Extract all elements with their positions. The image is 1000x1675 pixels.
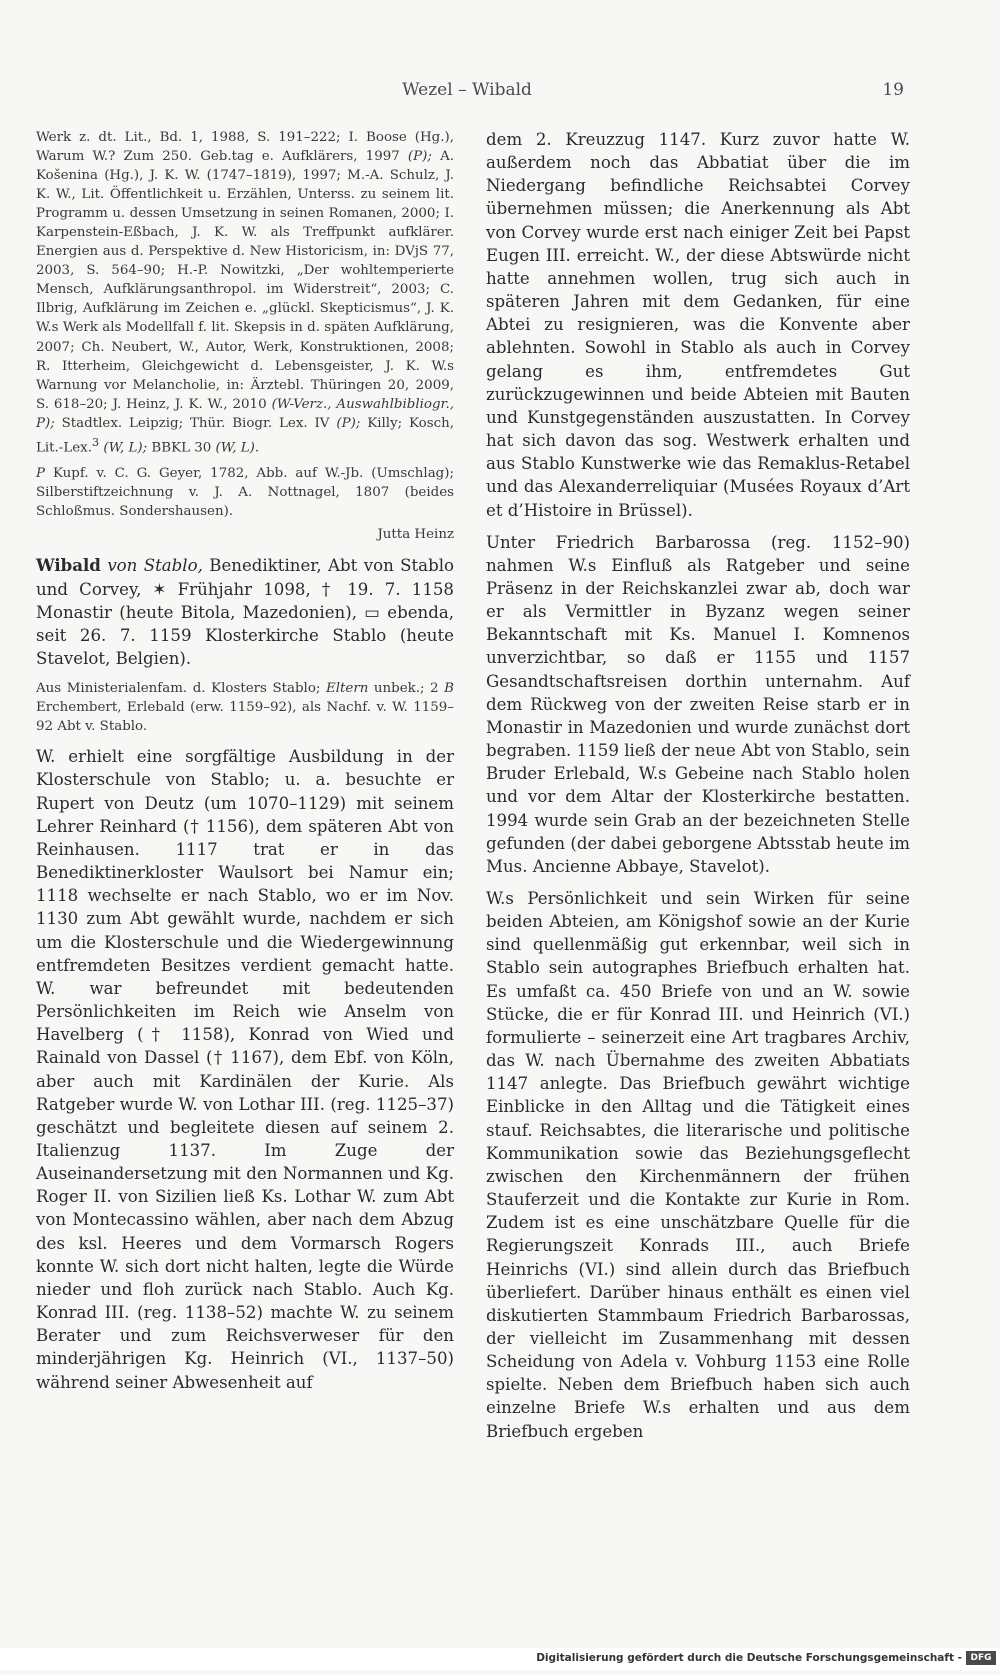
bib-text: Killy; Kosch, Lit.-Lex.: [36, 415, 454, 456]
bib-italic: (W, L);: [103, 440, 148, 456]
bib-text: BBKL 30: [151, 440, 212, 456]
running-title: Wezel – Wibald: [402, 80, 532, 100]
genealogy: [36, 679, 454, 736]
bib-italic: (W-Verz., Auswahlbibliogr., P);: [36, 396, 454, 431]
genealogy-text: unbek.; 2: [373, 681, 439, 697]
bib-text: A. Košenina (Hg.), J. K. W. (1747–1819), 1997; M.-A. Schulz, J. K. W., Lit. Öffentlichkeit u. Erzählen, Unterss. zu seinem lit. Programm u. dessen Umsetzung in seinen Romanen, 2000; I. Karpenstein-Eßbach, J. K. W. als Treffpunkt aufklärer. Energien aus d. Perspektive d. New Historicism, in: DVjS 77, 2003, S. 564–90; H.-P. Nowitzki, „Der wohltemperierte Mensch, Aufklärungsanthropol. im Widerstreit“, 2003; C. Ilbrig, Aufklärung im Zeichen e. „glückl. Skepticismus“, J. K. W.s Werk als Modellfall f. lit. Skepsis in d. späten Aufklärung, 2007; Ch. Neubert, W., Autor, Werk, Konstruktionen, 2008; R. Itterheim, Gleichgewicht d. Lebensgeister, J. K. W.s Warnung vor Melancholie, in: Ärztebl. Thüringen 20, 2009, S. 618–20; J. Heinz, J. K. W., 2010: [36, 149, 454, 412]
bib-text: Stadtlex. Leipzig; Thür. Biogr. Lex. IV: [61, 415, 330, 431]
right-column: [486, 128, 910, 1443]
portrait-text: Kupf. v. C. G. Geyer, 1782, Abb. auf W.-Jb. (Umschlag); Silberstiftzeichnung v. J. A. Nottnagel, 1807 (beides Schloßmus. Sondershausen).: [36, 466, 454, 520]
portrait-label: P: [36, 466, 46, 482]
portrait-note: [36, 464, 454, 521]
body-paragraph: W. erhielt eine sorgfältige Ausbildung in der Klosterschule von Stablo; u. a. besuchte er Rupert von Deutz (um 1070–1129) mit seinem Lehrer Reinhard († 1156), dem späteren Abt von Reinhausen. 1117 trat er in das Benediktinerkloster Waulsort bei Namur ein; 1118 wechselte er nach Stablo, wo er im Nov. 1130 zum Abt gewählt wurde, nachdem er sich um die Klosterschule und die Wiedergewinnung entfremdeten Besitzes verdient gemacht hatte. W. war befreundet mit bedeutenden Persönlichkeiten im Reich wie Anselm von Havelberg († 1158), Konrad von Wied und Rainald von Dassel († 1167), dem Ebf. von Köln, aber auch mit Kardinälen der Kurie. Als Ratgeber wurde W. von Lothar III. (reg. 1125–37) geschätzt und begleitete diesen auf seinem 2. Italienzug 1137. Im Zuge der Auseinandersetzung mit den Normannen und Kg. Roger II. von Sizilien ließ Ks. Lothar W. zum Abt von Montecassino wählen, aber nach dem Abzug des ksl. Heeres und dem Vormarsch Rogers konnte W. sich dort nicht halten, legte die Würde nieder und floh zurück nach Stablo. Auch Kg. Konrad III. (reg. 1138–52) machte W. zu seinem Berater und zum Reichsverweser für den minderjährigen Kg. Heinrich (VI., 1137–50) während seiner Abwesenheit auf: [36, 747, 454, 1392]
footer-credit: Digitalisierung gefördert durch die Deutsche Forschungsgemeinschaft -: [536, 1652, 962, 1664]
running-header: [0, 80, 1000, 106]
bibliography: [36, 128, 454, 457]
lemma-epithet: von Stablo,: [107, 556, 203, 576]
bib-text: Werk z. dt. Lit., Bd. 1, 1988, S. 191–222; I. Boose (Hg.), Warum W.? Zum 250. Geb.tag e. Aufklärers, 1997: [36, 130, 454, 165]
body-paragraph: dem 2. Kreuzzug 1147. Kurz zuvor hatte W. außerdem noch das Abbatiat über die im Niedergang befindliche Reichsabtei Corvey übernehmen müssen; die Anerkennung als Abt von Corvey wurde erst nach einiger Zeit bei Papst Eugen III. erreicht. W., der diese Abtswürde nicht hatte annehmen wollen, trug sich auch in späteren Jahren mit dem Gedanken, für eine Abtei zu resignieren, was die Konvente aber ablehnten. Sowohl in Stablo als auch in Corvey gelang es ihm, entfremdetes Gut zurückzugewinnen und beide Abteien mit Bauten und Kunstgegenständen auszustatten. In Corvey hat sich davon das sog. Westwerk erhalten und aus Stablo Kunstwerke wie das Remaklus-Retabel und das Alexanderreliquiar (Musées Royaux d’Art et d’Histoire in Brüssel).: [486, 130, 910, 520]
lemma-details: Benediktiner, Abt von Stablo und Corvey, ✶ Frühjahr 1098, † 19. 7. 1158 Monastir (heute Bitola, Mazedonien), ▭ ebenda, seit 26. 7. 1159 Klosterkirche Stablo (heute Stavelot, Belgien).: [36, 556, 454, 669]
body-paragraph: Unter Friedrich Barbarossa (reg. 1152–90) nahmen W.s Einfluß als Ratgeber und seine Präsenz in der Reichskanzlei zwar ab, doch war er als Vermittler in Byzanz wegen seiner Bekanntschaft mit Ks. Manuel I. Komnenos unverzichtbar, so daß er 1155 und 1157 Gesandtschaftsreisen dorthin unternahm. Auf dem Rückweg von der zweiten Reise starb er in Monastir in Mazedonien und wurde zunächst dort begraben. 1159 ließ der neue Abt von Stablo, sein Bruder Erlebald, W.s Gebeine nach Stablo holen und vor dem Altar der Klosterkirche bestatten. 1994 wurde sein Grab an der bezeichneten Stelle gefunden (der dabei geborgene Abtsstab heute im Mus. Ancienne Abbaye, Stavelot).: [486, 532, 910, 876]
digitization-footer: [0, 1648, 1000, 1670]
dfg-logo: DFG: [966, 1651, 996, 1665]
genealogy-text: Aus Ministerialenfam. d. Klosters Stablo;: [36, 681, 321, 697]
bib-italic: (P);: [336, 415, 361, 431]
genealogy-italic: Eltern: [325, 681, 369, 697]
genealogy-italic: B: [444, 681, 454, 697]
bib-italic: (W, L).: [215, 440, 260, 456]
body-paragraph: W.s Persönlichkeit und sein Wirken für seine beiden Abteien, am Königshof sowie an der Kurie sind quellenmäßig gut erkennbar, weil sich in Stablo sein autographes Briefbuch erhalten hat. Es umfaßt ca. 450 Briefe von und an W. sowie Stücke, die er für Konrad III. und Heinrich (VI.) formulierte – seinerzeit eine Art tragbares Archiv, das W. nach Übernahme des zweiten Abbatiats 1147 anlegte. Das Briefbuch gewährt wichtige Einblicke in den Alltag und die Tätigkeit eines stauf. Reichsabtes, die literarische und politische Kommunikation sowie das Beziehungsgeflecht zwischen den Kirchenmännern der frühen Stauferzeit und die Kontakte zur Kurie in Rom. Zudem ist es eine unschätzbare Quelle für die Regierungszeit Konrads III., auch Briefe Heinrichs (VI.) sind allein durch das Briefbuch überliefert. Darüber hinaus enthält es einen viel diskutierten Stammbaum Friedrich Barbarossas, der vielleicht im Zusammenhang mit dessen Scheidung von Adela v. Vohburg 1153 eine Rolle spielte. Neben dem Briefbuch haben sich auch einzelne Briefe W.s erhalten und aus dem Briefbuch ergeben: [486, 889, 910, 1441]
lemma: Wibald: [36, 555, 101, 576]
page-number: 19: [882, 80, 904, 100]
bib-italic: (P);: [407, 149, 432, 165]
left-column: [36, 128, 454, 1394]
superscript: 3: [91, 435, 100, 449]
entry-heading: [36, 554, 454, 670]
genealogy-text: Erchembert, Erlebald (erw. 1159–92), als Nachf. v. W. 1159–92 Abt v. Stablo.: [36, 700, 454, 735]
article-author: Jutta Heinz: [377, 527, 454, 543]
